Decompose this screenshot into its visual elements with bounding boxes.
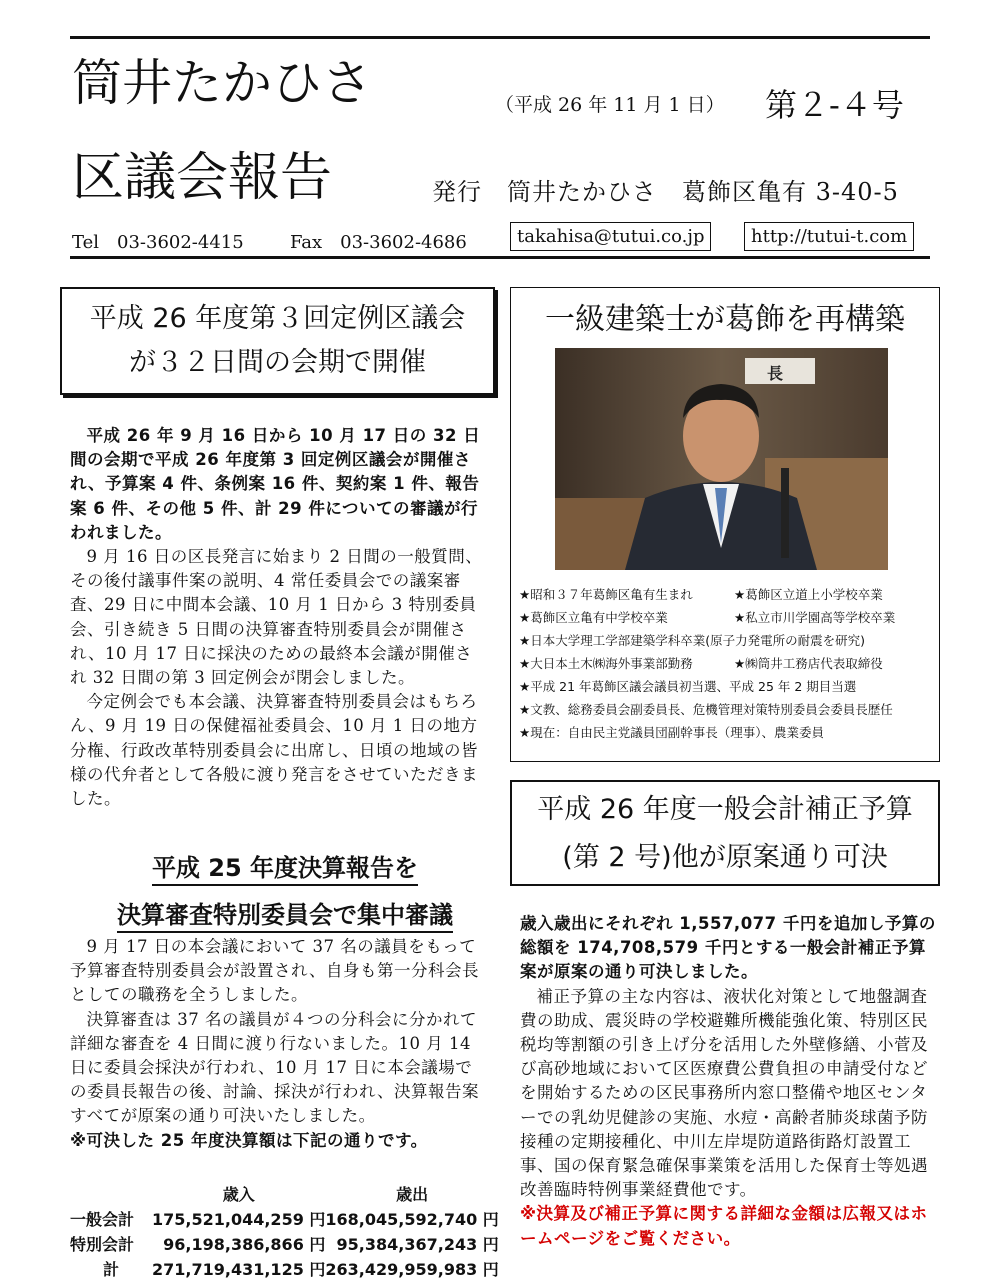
table-row (70, 1206, 499, 1231)
portrait-photo-graphic (555, 348, 888, 570)
settlement-title-line1: 平成 25 年度決算報告を (70, 848, 500, 883)
bio-item: ★文教、総務委員会副委員長、危機管理対策特別委員会委員長歴任 (519, 702, 893, 717)
website-link[interactable]: http://tutui-t.com (744, 222, 914, 251)
table-row (70, 1256, 499, 1281)
session-headline-box (60, 287, 495, 395)
bio-item: ★日本大学理工学部建築学科卒業(原子力発電所の耐震を研究) (519, 633, 865, 648)
session-article (70, 424, 488, 811)
table-header-cell: 歳入 (222, 1185, 255, 1204)
bio-row (519, 652, 937, 675)
settlement-table (70, 1181, 499, 1281)
table-cell: 168,045,592,740 円 (325, 1210, 499, 1229)
table-header-cell (70, 1181, 152, 1206)
session-paragraph-3: 今定例会でも本会議、決算審査特別委員会はもちろん、9 月 19 日の保健福祉委員会、10 月 1 日の地方分権、行政改革特別委員会に出席し、日頃の地域の皆様の代弁者として各般に渡り発言をさせていただきました。 (70, 692, 478, 809)
table-cell: 96,198,386,866 円 (163, 1235, 326, 1254)
fax: Fax 03-3602-4686 (290, 232, 467, 253)
issue-date: （平成 26 年 11 月 1 日） (495, 94, 725, 116)
bio-item: ★大日本土木㈱海外事業部勤務 (519, 656, 693, 671)
bio-row (519, 606, 937, 629)
settlement-title-line2: 決算審査特別委員会で集中審議 (70, 895, 500, 930)
budget-headline-box (510, 780, 940, 886)
email-link[interactable]: takahisa@tutui.co.jp (510, 222, 711, 251)
bio-row (519, 675, 937, 698)
bio-row (519, 698, 937, 721)
settlement-article (70, 935, 488, 1153)
settlement-paragraph-2: 決算審査は 37 名の議員が４つの分科会に分かれて詳細な審査を 4 日間に渡り行ないました。10 月 14 日に委員会採決が行われ、10 月 17 日に本会議場での委員長報告の後、討論、採決が行われ、決算報告案すべてが原案の通り可決いたしました。 (70, 1009, 479, 1126)
bio-row (519, 629, 937, 652)
budget-headline-line2: (第 2 号)他が原案通り可決 (562, 842, 888, 873)
top-rule (70, 36, 930, 39)
budget-paragraph-2: 補正予算の主な内容は、液状化対策として地盤調査費の助成、震災時の学校避難所機能強化策、特別区民税均等割額の引き上げ分を活用した外壁修繕、小菅及び高砂地域において区医療費公費負担の申請受付などを開始するための区民事務所内窓口整備や地区センターでの乳幼児健診の実施、水痘・高齢者肺炎球菌予防接種の定期接種化、中川左岸堤防道路街路灯設置工事、国の保育緊急確保事業策を活用した保育士等処遇改善臨時特例事業経費他です。 (520, 986, 928, 1200)
budget-red-note: ※決算及び補正予算に関する詳細な金額は広報又はホームページをご覧ください。 (520, 1204, 928, 1248)
bio-item: ★㈱筒井工務店代表取締役 (734, 656, 883, 671)
table-header-cell: 歳出 (396, 1185, 429, 1204)
profile-bio (519, 583, 937, 744)
budget-article (520, 912, 938, 1251)
bio-item: ★昭和３７年葛飾区亀有生まれ (519, 587, 693, 602)
issue-number: 第２-４号 (765, 86, 904, 124)
profile-title: 一級建築士が葛飾を再構築 (545, 302, 905, 337)
budget-headline-line1: 平成 26 年度一般会計補正予算 (537, 794, 913, 825)
session-headline-line1: 平成 26 年度第３回定例区議会 (89, 303, 466, 334)
session-paragraph-2: 9 月 16 日の区長発言に始まり 2 日間の一般質問、その後付議事件案の説明、4 常任委員会での議案審査、29 日に中間本会議、10 月 1 日から 3 特別委員会、引き続き 5 日間の決算審査特別委員会が開催され、10 月 17 日に採決のための最終本会議が開催され 32 日間の第 3 回定例会が閉会しました。 (70, 547, 483, 688)
bio-item: ★私立市川学園高等学校卒業 (734, 610, 896, 625)
bio-item: ★葛飾区立亀有中学校卒業 (519, 610, 668, 625)
table-cell: 一般会計 (70, 1210, 135, 1229)
bio-item: ★平成 21 年葛飾区議会議員初当選、平成 25 年 2 期目当選 (519, 679, 857, 694)
author-name: 筒井たかひさ (72, 54, 372, 112)
table-cell: 計 (102, 1260, 119, 1279)
header-bottom-rule (70, 256, 930, 259)
table-cell: 175,521,044,259 円 (152, 1210, 326, 1229)
table-row (70, 1231, 499, 1256)
table-cell: 特別会計 (70, 1235, 135, 1254)
table-cell: 271,719,431,125 円 (152, 1260, 326, 1279)
bio-item: ★葛飾区立道上小学校卒業 (734, 587, 883, 602)
report-title: 区議会報告 (72, 148, 333, 208)
session-intro: 平成 26 年 9 月 16 日から 10 月 17 日の 32 日間の会期で平成 26 年度第 3 回定例区議会が開催され、予算案 4 件、条例案 16 件、契約案 1 件、報告案 6 件、その他 5 件、計 29 件についての審議が行われました。 (70, 426, 481, 542)
bio-item: ★現在：自由民主党議員団副幹事長（理事）、農業委員 (519, 725, 824, 740)
budget-intro: 歳入歳出にそれぞれ 1,557,077 千円を追加し予算の総額を 174,708,579 千円とする一般会計補正予算案が原案の通り可決しました。 (520, 914, 936, 982)
nameplate-sign: 長 (767, 364, 784, 383)
profile-box (510, 287, 940, 762)
table-header-row (70, 1181, 499, 1206)
table-cell: 95,384,367,243 円 (336, 1235, 499, 1254)
bio-row (519, 721, 937, 744)
settlement-paragraph-1: 9 月 17 日の本会議において 37 名の議員をもって予算審査特別委員会が設置され、自身も第一分科会長としての職務を全うしました。 (70, 937, 479, 1005)
bio-row (519, 583, 937, 606)
table-cell: 263,429,959,983 円 (325, 1260, 499, 1279)
settlement-note: ※可決した 25 年度決算額は下記の通りです。 (70, 1130, 428, 1150)
session-headline-line2: が３２日間の会期で開催 (129, 347, 426, 378)
tel: Tel 03-3602-4415 (72, 232, 244, 253)
publisher: 発行 筒井たかひさ 葛飾区亀有 3-40-5 (432, 178, 899, 206)
portrait-photo (555, 348, 888, 570)
